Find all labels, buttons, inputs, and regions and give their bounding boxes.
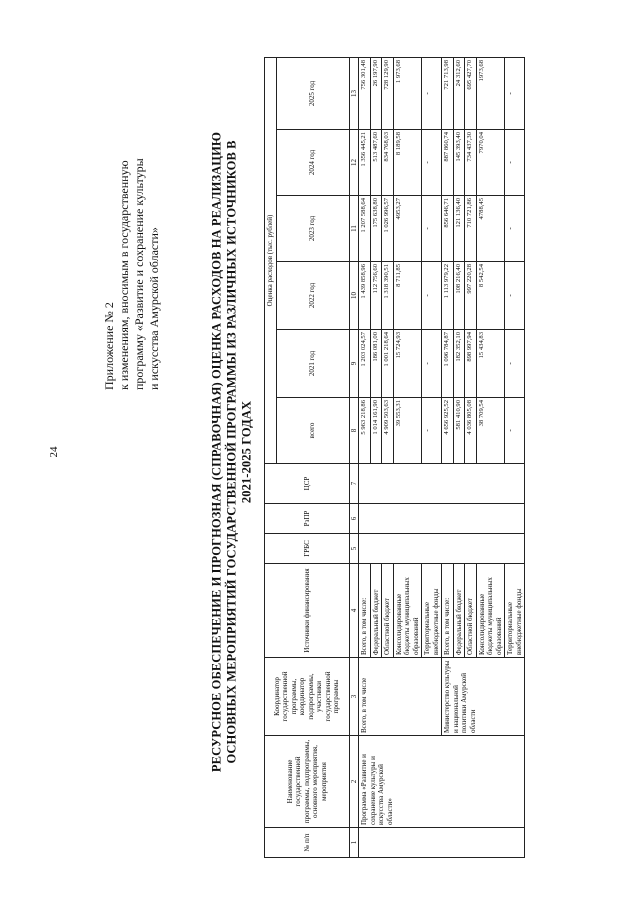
y2024-cell: 834 768,03 <box>382 130 394 196</box>
header-2021: 2021 год <box>276 330 349 398</box>
y2022-cell: 112 756,60 <box>370 262 382 330</box>
resource-table <box>264 57 525 858</box>
header-num: № п/п <box>265 828 350 858</box>
col-number: 9 <box>349 330 359 398</box>
source-cell: Территориальные внебюджетные фонды <box>505 564 525 658</box>
y2024-cell: 8 189,58 <box>393 130 422 196</box>
csr-cell <box>359 464 525 504</box>
y2023-cell: 1 207 588,64 <box>359 196 371 262</box>
col-number: 8 <box>349 398 359 464</box>
y2024-cell: 887 860,74 <box>442 130 454 196</box>
coordinator-ministry-cell: Министерство культуры и национальной политики Амурской области <box>442 658 525 736</box>
source-cell: Территориальные внебюджетные фонды <box>422 564 442 658</box>
y2021-cell: 186 081,00 <box>370 330 382 398</box>
total-cell: - <box>505 398 525 464</box>
resource-table-container <box>264 58 596 858</box>
y2025-cell: 756 301,48 <box>359 58 371 130</box>
appendix-line-2: к изменениям, вносимым в государственную <box>117 160 131 390</box>
total-cell: 39 553,31 <box>393 398 422 464</box>
header-grbs: ГРБС <box>265 534 350 564</box>
header-2023: 2023 год <box>276 196 349 262</box>
col-number: 10 <box>349 262 359 330</box>
y2025-cell: 695 427,70 <box>465 58 477 130</box>
source-cell: Всего, в том числе: <box>359 564 371 658</box>
y2023-cell: 1 026 996,57 <box>382 196 394 262</box>
y2021-cell: - <box>505 330 525 398</box>
y2023-cell: 4788,45 <box>476 196 505 262</box>
column-number-row <box>349 58 359 858</box>
y2022-cell: 8 542,54 <box>476 262 505 330</box>
coordinator-all-cell: Всего, в том числе <box>359 658 442 736</box>
source-cell: Федеральный бюджет <box>453 564 465 658</box>
header-estimate: Оценка расходов (тыс. рублей) <box>265 58 277 464</box>
y2025-cell: 1973,68 <box>476 58 505 130</box>
total-cell: 4 656 925,52 <box>442 398 454 464</box>
appendix-note <box>102 90 162 390</box>
y2021-cell: 1 203 024,57 <box>359 330 371 398</box>
source-cell: Федеральный бюджет <box>370 564 382 658</box>
y2022-cell: 1 113 979,22 <box>442 262 454 330</box>
y2024-cell: - <box>505 130 525 196</box>
y2022-cell: 8 711,85 <box>393 262 422 330</box>
y2022-cell: 108 216,40 <box>453 262 465 330</box>
y2021-cell: 15 724,93 <box>393 330 422 398</box>
row-num-cell <box>359 828 525 858</box>
source-cell: Областной бюджет <box>465 564 477 658</box>
y2025-cell: 728 129,90 <box>382 58 394 130</box>
y2021-cell: - <box>422 330 442 398</box>
col-number: 13 <box>349 58 359 130</box>
table-row <box>359 58 371 858</box>
y2023-cell: 710 721,86 <box>465 196 477 262</box>
y2021-cell: 182 352,10 <box>453 330 465 398</box>
appendix-line-1: Приложение № 2 <box>102 302 116 390</box>
col-number: 2 <box>349 736 359 828</box>
header-csr: ЦСР <box>265 464 350 504</box>
y2023-cell: 121 136,40 <box>453 196 465 262</box>
source-cell: Областной бюджет <box>382 564 394 658</box>
col-number: 4 <box>349 564 359 658</box>
y2025-cell: 26 197,90 <box>370 58 382 130</box>
y2025-cell: 721 713,98 <box>442 58 454 130</box>
y2022-cell: 997 220,28 <box>465 262 477 330</box>
total-cell: 4 036 805,08 <box>465 398 477 464</box>
y2022-cell: 1 318 390,51 <box>382 262 394 330</box>
total-cell: - <box>422 398 442 464</box>
header-2025: 2025 год <box>276 58 349 130</box>
header-row-1 <box>265 58 277 858</box>
header-rzpr: РзПР <box>265 504 350 534</box>
page-number: 24 <box>48 446 60 458</box>
y2023-cell: - <box>505 196 525 262</box>
y2025-cell: 24 312,60 <box>453 58 465 130</box>
total-cell: 5 963 218,86 <box>359 398 371 464</box>
col-number: 7 <box>349 464 359 504</box>
y2024-cell: 734 437,30 <box>465 130 477 196</box>
col-number: 5 <box>349 534 359 564</box>
total-cell: 38 709,54 <box>476 398 505 464</box>
source-cell: Всего, в том числе: <box>442 564 454 658</box>
total-cell: 1 014 161,90 <box>370 398 382 464</box>
y2023-cell: 4953,27 <box>393 196 422 262</box>
title-line-1: РЕСУРСНОЕ ОБЕСПЕЧЕНИЕ И ПРОГНОЗНАЯ (СПРАВОЧНАЯ) ОЦЕНКА РАСХОДОВ НА РЕАЛИЗАЦИЮ <box>209 131 224 773</box>
y2022-cell: - <box>422 262 442 330</box>
header-2024: 2024 год <box>276 130 349 196</box>
y2023-cell: 175 638,80 <box>370 196 382 262</box>
y2025-cell: - <box>505 58 525 130</box>
col-number: 1 <box>349 828 359 858</box>
col-number: 12 <box>349 130 359 196</box>
y2024-cell: 513 487,60 <box>370 130 382 196</box>
col-number: 6 <box>349 504 359 534</box>
y2025-cell: - <box>422 58 442 130</box>
source-cell: Консолидированные бюджеты муниципальных образований <box>476 564 505 658</box>
appendix-line-4: и искусства Амурской области» <box>147 227 161 390</box>
y2024-cell: 1 356 445,21 <box>359 130 371 196</box>
y2021-cell: 1 001 218,64 <box>382 330 394 398</box>
y2024-cell: 7970,04 <box>476 130 505 196</box>
y2024-cell: - <box>422 130 442 196</box>
y2024-cell: 145 393,40 <box>453 130 465 196</box>
header-name: Наименование государственной программы, подпрограммы, основного мероприятия, мероприятия <box>265 736 350 828</box>
y2022-cell: - <box>505 262 525 330</box>
header-2022: 2022 год <box>276 262 349 330</box>
total-cell: 4 909 503,63 <box>382 398 394 464</box>
header-sources: Источники финансирования <box>265 564 350 658</box>
header-total: всего <box>276 398 349 464</box>
y2023-cell: 856 646,71 <box>442 196 454 262</box>
y2021-cell: 15 434,83 <box>476 330 505 398</box>
col-number: 11 <box>349 196 359 262</box>
grbs-cell <box>359 534 525 564</box>
y2025-cell: 1 973,68 <box>393 58 422 130</box>
program-name-cell: Программа «Развитие и сохранение культуры и искусства Амурской области» <box>359 736 525 828</box>
title-line-3: 2021-2025 ГОДАХ <box>239 400 254 504</box>
y2021-cell: 898 997,94 <box>465 330 477 398</box>
source-cell: Консолидированные бюджеты муниципальных образований <box>393 564 422 658</box>
total-cell: 581 410,90 <box>453 398 465 464</box>
title-line-2: ОСНОВНЫХ МЕРОПРИЯТИЙ ГОСУДАРСТВЕННОЙ ПРОГРАММЫ ИЗ РАЗЛИЧНЫХ ИСТОЧНИКОВ В <box>224 140 239 764</box>
header-coordinator: Координатор государственной программы, координатор подпрограммы, участники государственной программы <box>265 658 350 736</box>
y2023-cell: - <box>422 196 442 262</box>
document-title <box>210 72 255 832</box>
appendix-line-3: программу «Развитие и сохранение культуры <box>132 158 146 390</box>
rzpr-cell <box>359 504 525 534</box>
y2022-cell: 1 439 858,96 <box>359 262 371 330</box>
y2021-cell: 1 096 784,87 <box>442 330 454 398</box>
col-number: 3 <box>349 658 359 736</box>
